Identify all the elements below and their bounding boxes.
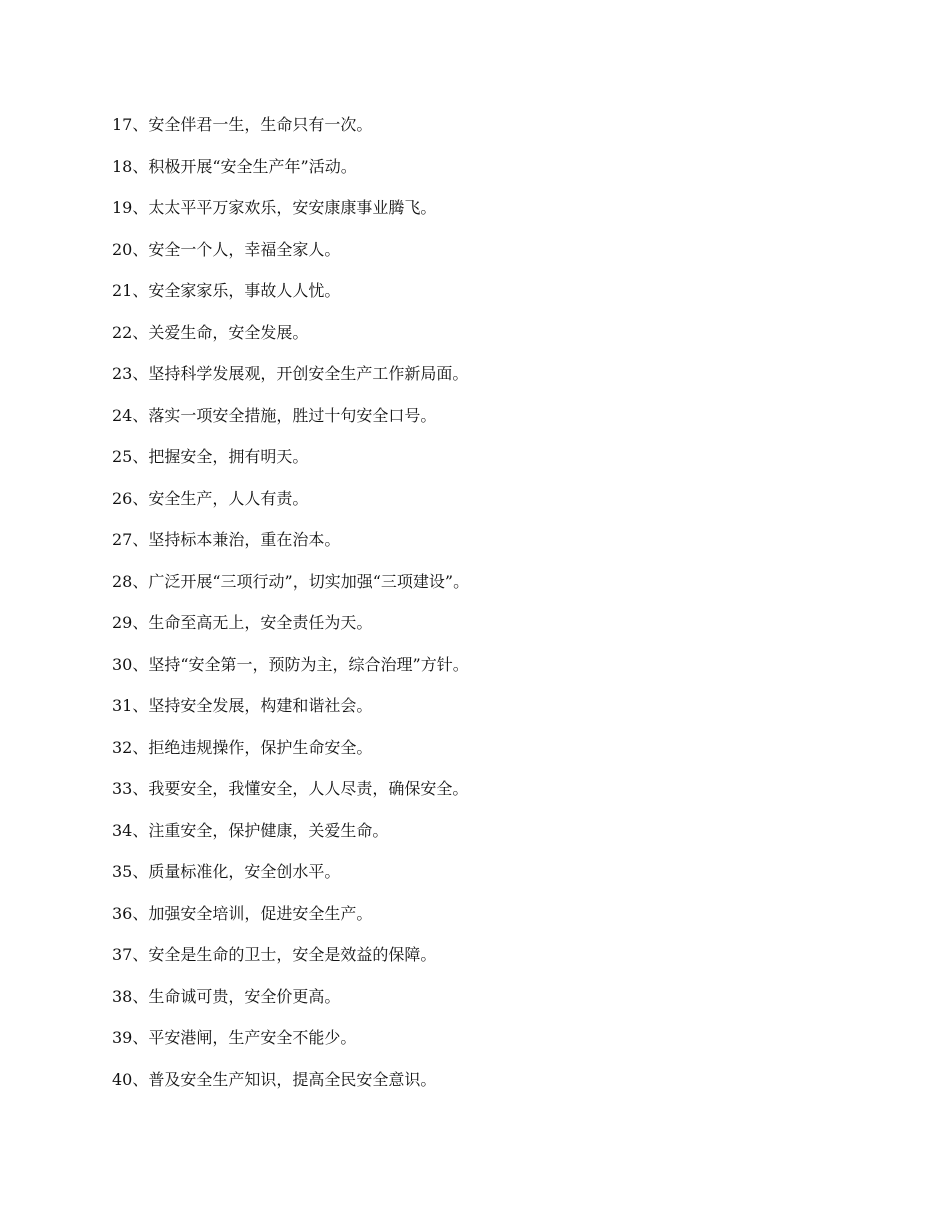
list-item: 24、落实一项安全措施，胜过十句安全口号。	[112, 405, 437, 425]
list-item: 33、我要安全，我懂安全，人人尽责，确保安全。	[112, 779, 469, 798]
list-item: 18、积极开展“安全生产年”活动。	[112, 156, 357, 176]
list-item: 32、拒绝违规操作，保护生命安全。	[112, 737, 373, 757]
list-item: 34、注重安全，保护健康，关爱生命。	[112, 820, 389, 840]
list-item: 23、坚持科学发展观，开创安全生产工作新局面。	[112, 364, 469, 383]
list-item: 38、生命诚可贵，安全价更高。	[112, 986, 341, 1006]
list-item: 29、生命至高无上，安全责任为天。	[112, 613, 373, 632]
slogan-list	[112, 113, 469, 1109]
list-item: 27、坚持标本兼治，重在治本。	[112, 530, 341, 549]
list-item: 21、安全家家乐，事故人人忧。	[112, 281, 341, 300]
list-item: 37、安全是生命的卫士，安全是效益的保障。	[112, 945, 437, 964]
list-item: 20、安全一个人，幸福全家人。	[112, 239, 341, 259]
list-item: 31、坚持安全发展，构建和谐社会。	[112, 696, 373, 715]
list-item: 35、质量标准化，安全创水平。	[112, 862, 341, 881]
list-item: 17、安全伴君一生，生命只有一次。	[112, 115, 373, 134]
list-item: 26、安全生产，人人有责。	[112, 488, 309, 508]
list-item: 28、广泛开展“三项行动”，切实加强“三项建设”。	[112, 571, 470, 591]
list-item: 25、把握安全，拥有明天。	[112, 447, 309, 466]
list-item: 19、太太平平万家欢乐，安安康康事业腾飞。	[112, 198, 437, 217]
list-item: 36、加强安全培训，促进安全生产。	[112, 903, 373, 923]
list-item: 30、坚持“安全第一，预防为主，综合治理”方针。	[112, 654, 469, 674]
list-item: 22、关爱生命，安全发展。	[112, 322, 309, 342]
list-item: 40、普及安全生产知识，提高全民安全意识。	[112, 1069, 437, 1089]
list-item: 39、平安港闸，生产安全不能少。	[112, 1028, 357, 1047]
